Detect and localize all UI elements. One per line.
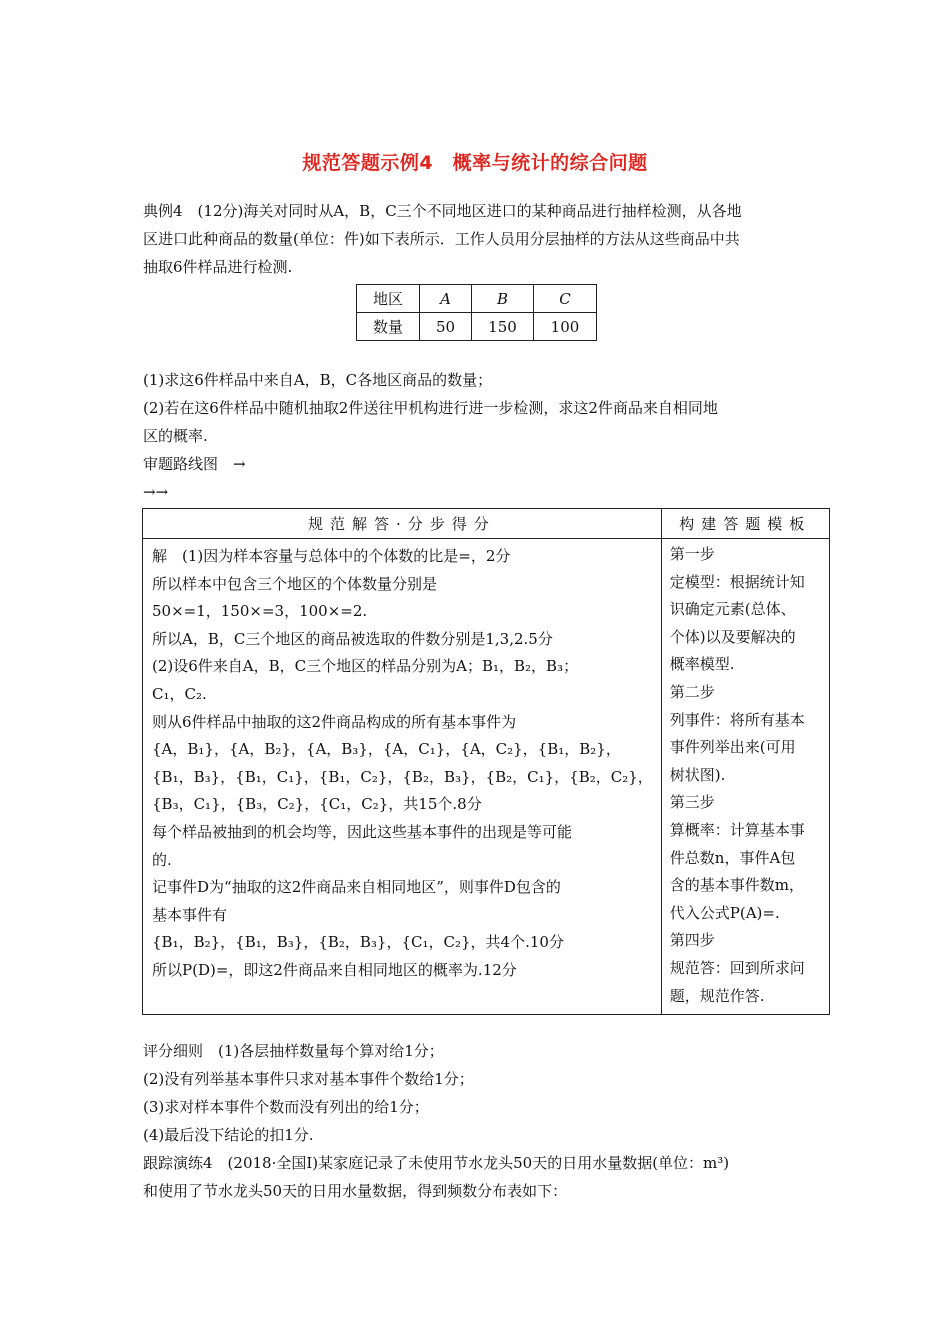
table-cell: 100 [534,313,597,341]
solution-line: 50×=1，150×=3，100×=2. [152,602,368,621]
questions [143,366,809,450]
template-line: 定模型：根据统计知 [669,572,805,591]
intro-line-1: 典例4 (12分)海关对同时从A，B，C三个不同地区进口的某种商品进行抽样检测，从各地 [143,202,742,220]
template-line: 列事件：将所有基本 [669,710,805,729]
solution-header: 规范解答·分步得分 [143,509,662,539]
solution-table [142,508,830,1015]
template-line: 第四步 [669,931,715,950]
intro-line-3: 抽取6件样品进行检测. [143,258,293,276]
template-line: 事件列举出来(可用 [669,738,796,757]
scoring-line-3: (3)求对样本事件个数而没有列出的给1分； [143,1098,429,1116]
scoring-and-followup [143,1037,813,1205]
table-cell: 数量 [357,313,420,341]
example-intro [143,197,809,281]
solution-line: 每个样品被抽到的机会均等，因此这些基本事件的出现是等可能 [152,822,573,841]
table-cell: 150 [472,313,534,341]
solution-content [143,539,662,1015]
solution-line: {A，B₁}，{A，B₂}，{A，B₃}，{A，C₁}，{A，C₂}，{B₁，B₂}， [152,740,621,759]
route-arrows: →→ [143,483,169,501]
solution-line: {B₃，C₁}，{B₃，C₂}，{C₁，C₂}，共15个.8分 [152,795,482,814]
template-line: 代入公式P(A)=. [669,903,780,922]
solution-line: C₁，C₂. [152,684,207,703]
route-label: 审题路线图 → [143,455,246,473]
scoring-line-1: 评分细则 (1)各层抽样数量每个算对给1分； [143,1042,444,1060]
template-header: 构建答题模板 [661,509,829,539]
table-row [357,285,597,313]
sample-count-table [356,284,597,341]
table-header-row [143,509,830,539]
table-cell: 地区 [357,285,420,313]
solution-line: 则从6件样品中抽取的这2件商品构成的所有基本事件为 [152,712,517,731]
template-line: 个体)以及要解决的 [669,627,796,646]
solution-line: 所以P(D)=，即这2件商品来自相同地区的概率为.12分 [152,960,517,979]
table-cell: A [420,285,472,313]
question-2-line-2: 区的概率. [143,427,208,445]
template-line: 第三步 [669,793,715,812]
page-title: 规范答题示例4 概率与统计的综合问题 [302,152,648,174]
template-line: 算概率：计算基本事 [669,820,805,839]
scoring-line-4: (4)最后没下结论的扣1分. [143,1126,314,1144]
solution-line: 的. [152,850,172,869]
solution-lines [152,543,653,985]
template-line: 含的基本事件数m， [669,876,805,895]
intro-line-2: 区进口此种商品的数量(单位：件)如下表所示．工作人员用分层抽样的方法从这些商品中共 [143,230,740,248]
table-row [357,313,597,341]
question-1: (1)求这6件样品中来自A，B，C各地区商品的数量； [143,371,493,389]
followup-line-2: 和使用了节水龙头50天的日用水量数据，得到频数分布表如下： [143,1182,568,1200]
solution-line: (2)设6件来自A，B，C三个地区的样品分别为A；B₁，B₂，B₃； [152,657,579,676]
table-row [143,539,830,1015]
template-line: 概率模型. [669,655,735,674]
table-cell: 50 [420,313,472,341]
template-line: 件总数n，事件A包 [669,848,796,867]
solution-line: {B₁，B₃}，{B₁，C₁}，{B₁，C₂}，{B₂，B₃}，{B₂，C₁}，{B₂，C₂}， [152,767,653,786]
followup-line-1: 跟踪演练4 (2018·全国Ⅰ)某家庭记录了未使用节水龙头50天的日用水量数据(单位：m³) [143,1154,730,1172]
solution-line: 所以样本中包含三个地区的个体数量分别是 [152,574,438,593]
template-line: 第二步 [669,682,715,701]
solution-line: 所以A，B，C三个地区的商品被选取的件数分别是1,3,2.5分 [152,629,553,648]
question-2-line-1: (2)若在这6件样品中随机抽取2件送往甲机构进行进一步检测，求这2件商品来自相同地 [143,399,718,417]
solution-line: 基本事件有 [152,905,228,924]
template-lines [670,541,823,1010]
table-cell: B [472,285,534,313]
template-line: 题，规范作答. [669,986,765,1005]
template-line: 第一步 [669,545,715,563]
solution-line: {B₁，B₂}，{B₁，B₃}，{B₂，B₃}，{C₁，C₂}，共4个.10分 [152,933,564,952]
template-line: 识确定元素(总体、 [669,600,796,619]
scoring-line-2: (2)没有列举基本事件只求对基本事件个数给1分； [143,1070,474,1088]
table-cell: C [534,285,597,313]
template-content [661,539,829,1015]
solution-line: 记事件D为“抽取的这2件商品来自相同地区”，则事件D包含的 [152,878,561,897]
template-line: 规范答：回到所求问 [669,958,805,977]
template-line: 树状图). [669,765,726,784]
solution-line: 解 (1)因为样本容量与总体中的个体数的比是=，2分 [152,547,511,565]
